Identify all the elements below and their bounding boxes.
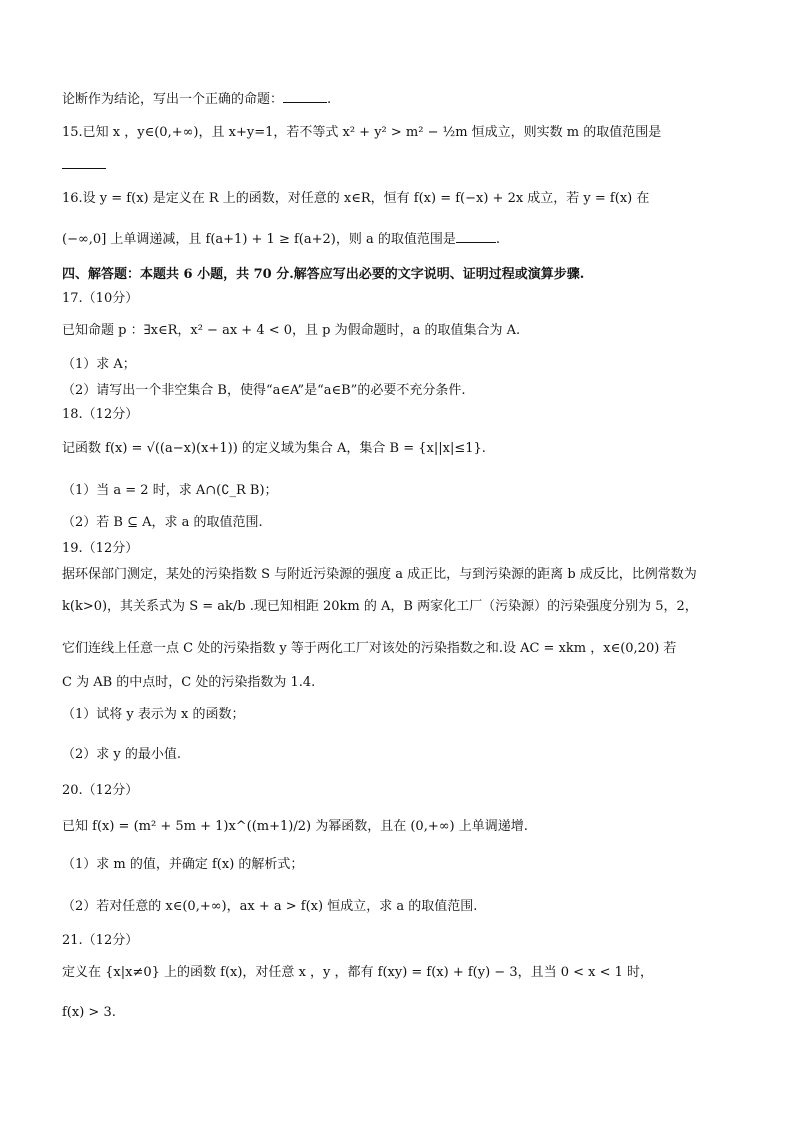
problem-18-part-2: （2）若 B ⊆ A，求 a 的取值范围.	[62, 515, 263, 530]
problem-18-part-1: （1）当 a = 2 时，求 A∩(∁_R B)；	[62, 483, 278, 498]
problem-20-part-2: （2）若对任意的 x∈(0,+∞)，ax + a > f(x) 恒成立，求 a 的取值范围.	[62, 899, 478, 914]
problem-19-header: 19.（12分）	[62, 541, 139, 556]
line-intro	[62, 90, 331, 109]
problem-18-stem: 记函数 f(x) = √((a−x)(x+1)) 的定义域为集合 A，集合 B = {x||x|≤1}.	[62, 441, 486, 456]
answer-blank	[62, 156, 106, 169]
problem-17-part-2: （2）请写出一个非空集合 B，使得“a∈A”是“a∈B”的必要不充分条件.	[62, 383, 466, 398]
problem-21-condition: f(x) > 3.	[62, 1005, 116, 1020]
problem-16-line-1	[62, 190, 649, 208]
line-intro-text: 论断作为结论，写出一个正确的命题：	[62, 92, 284, 107]
problem-20-part-1: （1）求 m 的值，并确定 f(x) 的解析式；	[62, 857, 304, 872]
problem-19-line-4: C 为 AB 的中点时，C 处的污染指数为 1.4.	[62, 675, 316, 690]
problem-18-header: 18.（12分）	[62, 407, 139, 422]
problem-17-part-1: （1）求 A；	[62, 357, 136, 372]
problem-15-blank-line	[62, 156, 106, 175]
problem-19-line-2: k(k>0)，其关系式为 S = ak/b .现已知相距 20km 的 A，B 两家化工厂（污染源）的污染强度分别为 5，2，	[62, 599, 698, 614]
problem-16-line-2	[62, 230, 500, 249]
problem-20-header: 20.（12分）	[62, 783, 139, 798]
problem-19-line-1: 据环保部门测定，某处的污染指数 S 与附近污染源的强度 a 成正比，与到污染源的距离 b 成反比，比例常数为	[62, 567, 697, 582]
section-heading: 四、解答题：本题共 6 小题，共 70 分.解答应写出必要的文字说明、证明过程或演算步骤.	[62, 267, 585, 282]
problem-21-header: 21.（12分）	[62, 933, 139, 948]
problem-15	[62, 124, 661, 142]
problem-16-text-1: 16.设 y = f(x) 是定义在 R 上的函数，对任意的 x∈R，恒有 f(x) = f(−x) + 2x 成立，若 y = f(x) 在	[62, 191, 650, 206]
problem-20-stem: 已知 f(x) = (m² + 5m + 1)x^((m+1)/2) 为幂函数，且在 (0,+∞) 上单调递增.	[62, 819, 528, 834]
problem-17-header: 17.（10分）	[62, 291, 139, 306]
problem-19-line-3: 它们连线上任意一点 C 处的污染指数 y 等于两化工厂对该处的污染指数之和.设 AC = xkm ，x∈(0,20) 若	[62, 641, 677, 656]
problem-19-part-2: （2）求 y 的最小值.	[62, 747, 182, 762]
line-intro-period: .	[327, 92, 332, 107]
answer-blank	[283, 90, 327, 103]
problem-17-stem: 已知命题 p ：∃x∈R，x² − ax + 4 < 0，且 p 为假命题时，a 的取值集合为 A.	[62, 323, 521, 338]
problem-15-text: 15.已知 x ，y∈(0,+∞)，且 x+y=1，若不等式 x² + y² > m² − ½m 恒成立，则实数 m 的取值范围是	[62, 125, 662, 140]
answer-blank	[456, 230, 496, 243]
problem-21-stem: 定义在 {x|x≠0} 上的函数 f(x)，对任意 x ，y ，都有 f(xy) = f(x) + f(y) − 3，且当 0 < x < 1 时，	[62, 965, 654, 980]
problem-16-period: .	[495, 232, 501, 247]
problem-19-part-1: （1）试将 y 表示为 x 的函数；	[62, 707, 245, 722]
problem-16-text-2: (−∞,0] 上单调递减，且 f(a+1) + 1 ≥ f(a+2)，则 a 的取值范围是	[62, 232, 456, 247]
